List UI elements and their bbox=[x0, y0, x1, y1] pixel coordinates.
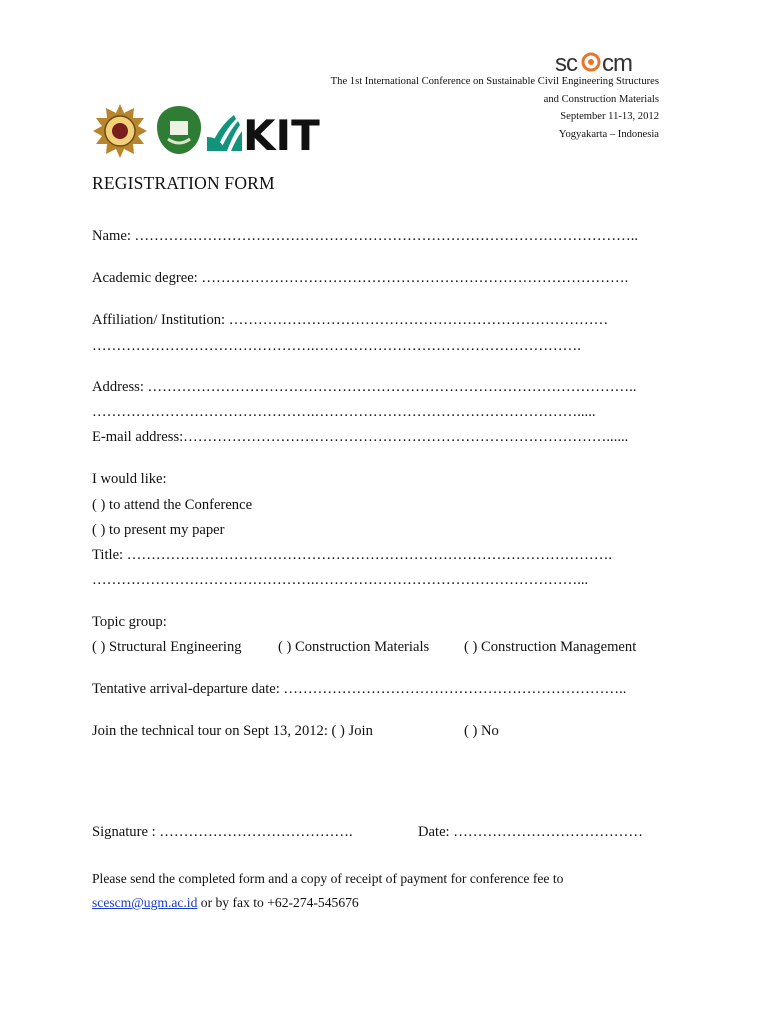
paper-title-field[interactable]: Title: ………………………………………………………………………………………. bbox=[92, 547, 612, 563]
green-institution-logo bbox=[156, 105, 202, 155]
header-line4: Yogyakarta – Indonesia bbox=[558, 128, 659, 140]
header-line1: The 1st International Conference on Sustainable Civil Engineering Structures bbox=[330, 76, 659, 87]
would-like-label: I would like: bbox=[92, 471, 167, 487]
signature-field[interactable]: Signature : …………………………………. bbox=[92, 824, 353, 840]
contact-line bbox=[92, 895, 359, 911]
kit-logo-text: KIT bbox=[243, 111, 320, 160]
header-line2: and Construction Materials bbox=[543, 93, 659, 105]
svg-text:cm: cm bbox=[602, 50, 632, 77]
attend-conference-option[interactable]: ( ) to attend the Conference bbox=[92, 497, 253, 513]
kit-logo bbox=[206, 111, 320, 160]
academic-degree-field[interactable]: Academic degree: ……………………………………………………………………………. bbox=[92, 270, 629, 286]
tour-no-option[interactable]: ( ) No bbox=[464, 723, 499, 739]
svg-text:sc: sc bbox=[555, 50, 577, 77]
date-field[interactable]: Date: ………………………………… bbox=[418, 824, 643, 840]
submission-instructions: Please send the completed form and a copy of receipt of payment for conference fee to bbox=[92, 871, 564, 886]
present-paper-option[interactable]: ( ) to present my paper bbox=[92, 522, 225, 538]
address-field[interactable]: Address: ……………………………………………………………………………………….. bbox=[92, 379, 637, 395]
topic-management-option[interactable]: ( ) Construction Management bbox=[464, 639, 637, 655]
topic-group-label: Topic group: bbox=[92, 614, 167, 630]
paper-title-field-line2[interactable]: ……………………………………….………………………………………………... bbox=[92, 572, 589, 588]
topic-structural-option[interactable]: ( ) Structural Engineering bbox=[92, 639, 242, 655]
email-link[interactable]: scescm@ugm.ac.id bbox=[92, 895, 198, 910]
email-field[interactable]: E-mail address:……………………………………………………………………………...... bbox=[92, 429, 629, 445]
address-field-line2[interactable]: ……………………………………….………………………………………………..... bbox=[92, 404, 596, 420]
name-field[interactable]: Name: ………………………………………………………………………………………….. bbox=[92, 228, 639, 244]
topic-materials-option[interactable]: ( ) Construction Materials bbox=[278, 639, 430, 655]
arrival-departure-field[interactable]: Tentative arrival-departure date: …………………………………………………………….. bbox=[92, 681, 627, 697]
conference-header bbox=[331, 73, 659, 143]
affiliation-field[interactable]: Affiliation/ Institution: …………………………………………………………………… bbox=[92, 312, 609, 328]
fax-text: or by fax to +62-274-545676 bbox=[197, 895, 359, 910]
affiliation-field-line2[interactable]: ……………………………………….………………………………………………. bbox=[92, 338, 581, 354]
form-title: REGISTRATION FORM bbox=[92, 173, 275, 193]
ugm-logo bbox=[92, 103, 148, 159]
tour-join-option[interactable]: Join the technical tour on Sept 13, 2012: ( ) Join bbox=[92, 723, 373, 739]
header-line3: September 11-13, 2012 bbox=[560, 111, 659, 122]
